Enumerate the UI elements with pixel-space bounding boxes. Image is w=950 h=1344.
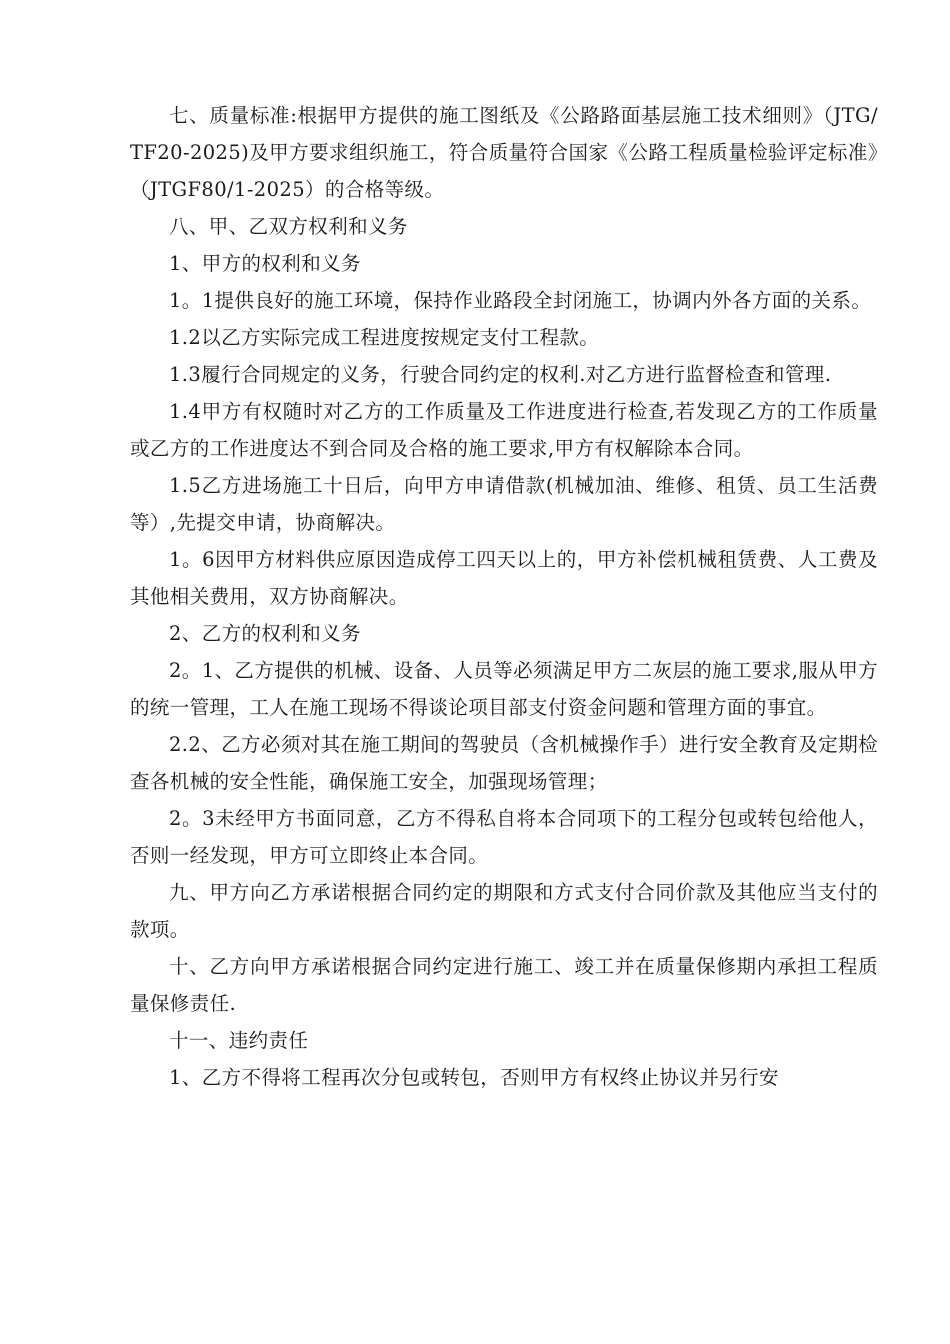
clause-2-3: 2。3未经甲方书面同意，乙方不得私自将本合同项下的工程分包或转包给他人，否则一经发现，甲方可立即终止本合同。 xyxy=(130,807,878,867)
subheading-party-b: 2、乙方的权利和义务 xyxy=(169,622,361,645)
section-ten: 十、乙方向甲方承诺根据合同约定进行施工、竣工并在质量保修期内承担工程质量保修责任. xyxy=(130,955,878,1015)
clause-1-1: 1。1提供良好的施工环境，保持作业路段全封闭施工，协调内外各方面的关系。 xyxy=(169,289,872,312)
subheading-party-a: 1、甲方的权利和义务 xyxy=(169,252,361,275)
heading-rights-and-obligations: 八、甲、乙双方权利和义务 xyxy=(169,215,408,238)
clause-breach-1: 1、乙方不得将工程再次分包或转包，否则甲方有权终止协议并另行安 xyxy=(169,1066,779,1089)
clause-2-2: 2.2、乙方必须对其在施工期间的驾驶员（含机械操作手）进行安全教育及定期检查各机械的安全性能，确保施工安全，加强现场管理； xyxy=(130,733,878,793)
section-nine: 九、甲方向乙方承诺根据合同约定的期限和方式支付合同价款及其他应当支付的款项。 xyxy=(130,881,878,941)
clause-1-3: 1.3履行合同规定的义务，行驶合同约定的权利.对乙方进行监督检查和管理. xyxy=(169,363,832,386)
paragraph-quality-standard: 七、质量标准:根据甲方提供的施工图纸及《公路路面基层施工技术细则》（JTG/TF20-2025)及甲方要求组织施工，符合质量符合国家《公路工程质量检验评定标准》（JTGF80/1-2025）的合格等级。 xyxy=(130,104,878,201)
clause-1-2: 1.2以乙方实际完成工程进度按规定支付工程款。 xyxy=(169,326,600,349)
clause-1-5: 1.5乙方进场施工十日后，向甲方申请借款(机械加油、维修、租赁、员工生活费等）,先提交申请，协商解决。 xyxy=(130,474,878,534)
heading-breach-liability: 十一、违约责任 xyxy=(169,1029,309,1052)
clause-2-1: 2。1、乙方提供的机械、设备、人员等必须满足甲方二灰层的施工要求,服从甲方的统一管理，工人在施工现场不得谈论项目部支付资金问题和管理方面的事宜。 xyxy=(130,659,878,719)
clause-1-4: 1.4甲方有权随时对乙方的工作质量及工作进度进行检查,若发现乙方的工作质量或乙方的工作进度达不到合同及合格的施工要求,甲方有权解除本合同。 xyxy=(130,400,878,460)
document-body xyxy=(130,97,878,1096)
clause-1-6: 1。6因甲方材料供应原因造成停工四天以上的，甲方补偿机械租赁费、人工费及其他相关费用，双方协商解决。 xyxy=(130,548,878,608)
